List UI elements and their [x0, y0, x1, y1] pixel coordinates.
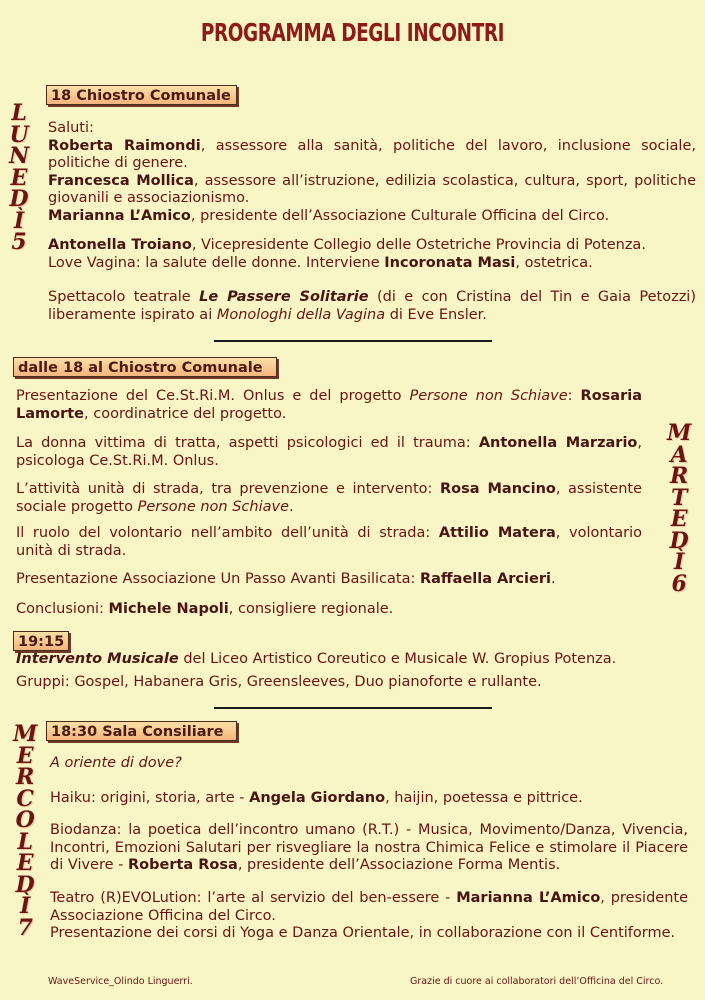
section-header-martedi: dalle 18 al Chiostro Comunale: [13, 357, 277, 377]
martedi-musicale: Intervento Musicale del Liceo Artistico Coreutico e Musicale W. Gropius Potenza. Gruppi: Gospel, Habanera Gris, Greensleeves, Duo pianoforte e rullante.: [16, 651, 617, 690]
day-letter: D: [15, 871, 35, 898]
day-letter: D: [669, 527, 689, 554]
day-letter: O: [15, 807, 35, 833]
time-header-1915: 19:15: [13, 631, 69, 651]
day-letter: E: [670, 506, 688, 532]
day-letter: U: [9, 121, 29, 148]
divider: [214, 707, 492, 709]
day-letter: E: [10, 164, 28, 191]
saluti-item: Marianna L’Amico, presidente dell’Associazione Culturale Officina del Circo.: [48, 207, 610, 224]
day-letter: 7: [17, 914, 33, 941]
day-label-lunedi: [9, 100, 30, 255]
martedi-item-3: L’attività unità di strada, tra prevenzione e intervento: Rosa Mancino, assistente sociale progetto Persone non Schiave.: [16, 481, 643, 515]
footer-thanks: Grazie di cuore ai collaboratori dell’Officina del Circo.: [410, 976, 664, 987]
day-letter: M: [13, 721, 38, 747]
day-letter: 6: [671, 570, 687, 597]
saluti-item: Roberta Raimondi, assessore alla sanità, politiche del lavoro, inclusione sociale, politiche di genere.: [48, 137, 696, 171]
day-letter: R: [670, 463, 689, 489]
mercoledi-item-1: Haiku: origini, storia, arte - Angela Giordano, haijin, poetessa e pittrice.: [50, 790, 583, 806]
day-letter: A: [670, 441, 688, 468]
day-letter: Ì: [20, 893, 31, 919]
program-item: Antonella Troiano, Vicepresidente Collegio delle Ostetriche Provincia di Potenza.: [48, 237, 646, 253]
saluti-label: Saluti:: [48, 120, 94, 136]
lunedi-saluti: [48, 120, 696, 225]
day-letter: L: [17, 828, 33, 855]
section-header-lunedi: 18 Chiostro Comunale: [46, 85, 237, 105]
day-letter: Ì: [674, 549, 685, 575]
day-letter: M: [667, 420, 692, 446]
day-letter: E: [16, 850, 34, 876]
day-letter: D: [9, 186, 29, 212]
martedi-item-4: Il ruolo del volontario nell’ambito dell’unità di strada: Attilio Matera, volontario unità di strada.: [16, 525, 642, 559]
day-label-mercoledi: [13, 721, 38, 941]
martedi-item-5: Presentazione Associazione Un Passo Avanti Basilicata: Raffaella Arcieri.: [16, 571, 556, 587]
mercoledi-item-2: Biodanza: la poetica dell’incontro umano (R.T.) - Musica, Movimento/Danza, Vivencia, Incontri, Emozioni Salutari per risvegliare la nostra Chimica Felice e stimolare il Piacere di Vivere - Roberta Rosa, presidente dell’Associazione Forma Mentis.: [50, 822, 688, 873]
footer-credit: WaveService_Olindo Linguerri.: [48, 976, 193, 987]
day-letter: L: [11, 100, 27, 126]
lunedi-spettacolo: Spettacolo teatrale Le Passere Solitarie (di e con Cristina del Tin e Gaia Petozzi) liberamente ispirato ai Monologhi della Vagina di Eve Ensler.: [48, 289, 696, 323]
day-letter: N: [9, 143, 30, 169]
divider: [214, 340, 492, 342]
program-item: Love Vagina: la salute delle donne. Interviene Incoronata Masi, ostetrica.: [48, 254, 593, 271]
martedi-item-1: Presentazione del Ce.St.Ri.M. Onlus e del progetto Persone non Schiave: Rosaria Lamorte, coordinatrice del progetto.: [16, 388, 642, 422]
day-letter: R: [16, 764, 35, 790]
day-letter: E: [16, 742, 34, 769]
day-label-martedi: [667, 420, 692, 597]
day-letter: 5: [11, 229, 27, 255]
martedi-item-2: La donna vittima di tratta, aspetti psicologici ed il trauma: Antonella Marzario, psicologa Ce.St.Ri.M. Onlus.: [16, 435, 643, 469]
day-letter: T: [670, 484, 688, 511]
mercoledi-subtitle: A oriente di dove?: [50, 755, 182, 771]
day-letter: C: [16, 785, 34, 812]
day-letter: Ì: [13, 207, 25, 234]
section-header-mercoledi: 18:30 Sala Consiliare: [46, 721, 237, 741]
mercoledi-item-3: Teatro (R)EVOLution: l’arte al servizio del ben-essere - Marianna L’Amico, presidente Associazione Officina del Circo. Presentazione dei corsi di Yoga e Danza Orientale, in collaborazione con il Centiforme.: [50, 890, 688, 941]
lunedi-ostetriche: [48, 237, 696, 272]
martedi-item-6: Conclusioni: Michele Napoli, consigliere regionale.: [16, 601, 394, 617]
page-title: PROGRAMMA DEGLI INCONTRI: [200, 18, 505, 47]
saluti-item: Francesca Mollica, assessore all’istruzione, edilizia scolastica, cultura, sport, politiche giovanili e associazionismo.: [48, 172, 697, 206]
